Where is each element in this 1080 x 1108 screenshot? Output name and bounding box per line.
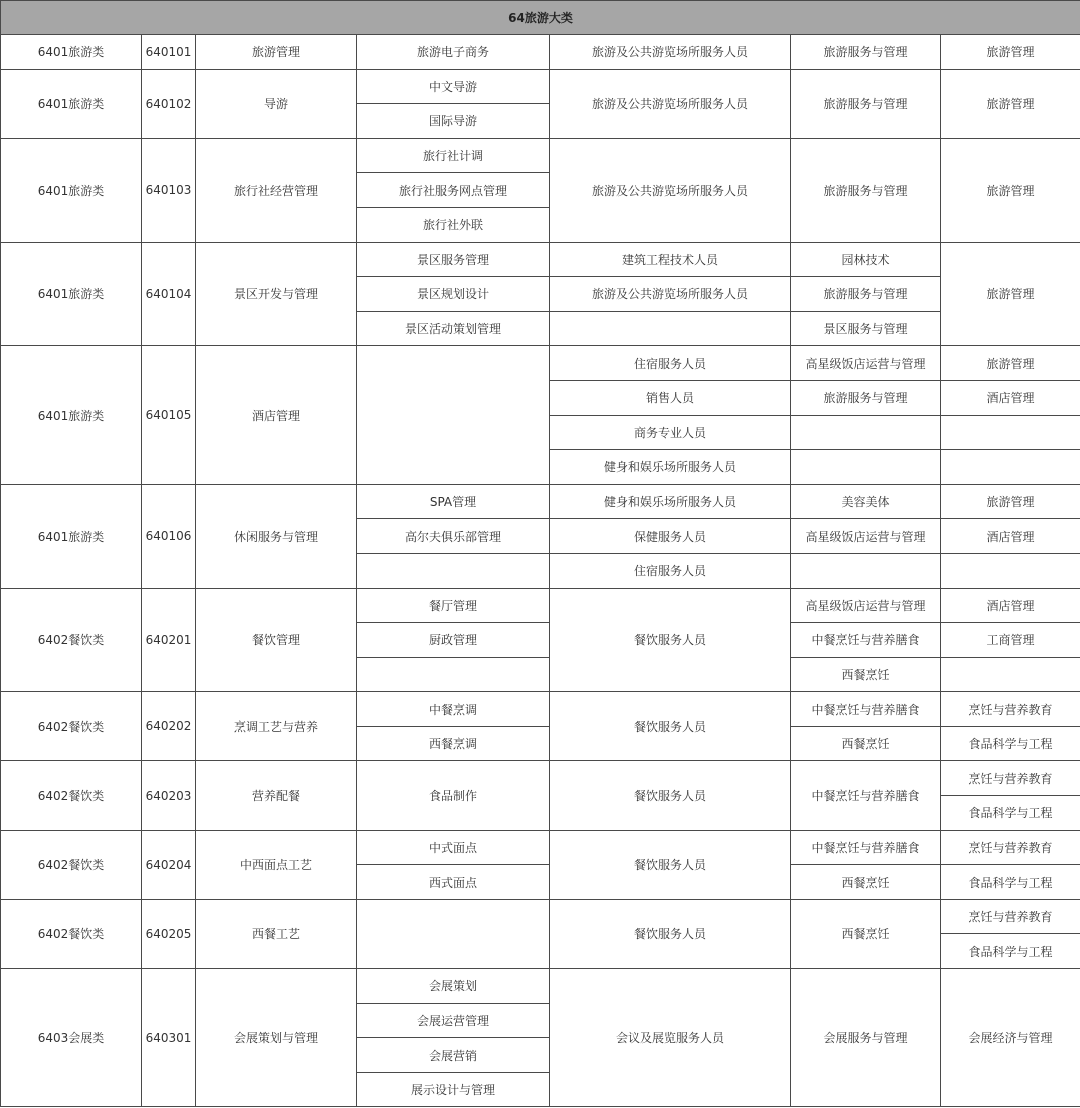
occupation-cell: 建筑工程技术人员 [550, 242, 791, 277]
secondary-major-cell [791, 450, 941, 485]
category-cell: 6401旅游类 [1, 346, 142, 484]
table-row [1, 588, 1080, 623]
secondary-major-cell: 旅游服务与管理 [791, 277, 941, 312]
undergrad-major-cell: 食品科学与工程 [941, 934, 1080, 969]
undergrad-major-cell: 旅游管理 [941, 242, 1080, 346]
category-cell: 6402餐饮类 [1, 830, 142, 899]
category-cell: 6402餐饮类 [1, 761, 142, 830]
undergrad-major-cell: 烹饪与营养教育 [941, 761, 1080, 796]
direction-cell: 厨政管理 [357, 623, 550, 658]
major-cell: 景区开发与管理 [196, 242, 357, 346]
table-row [1, 35, 1080, 70]
undergrad-major-cell: 烹饪与营养教育 [941, 899, 1080, 934]
code-cell: 640102 [142, 69, 196, 138]
direction-cell: 旅游电子商务 [357, 35, 550, 70]
category-cell: 6402餐饮类 [1, 899, 142, 968]
major-cell: 导游 [196, 69, 357, 138]
direction-cell [357, 346, 550, 484]
major-cell: 旅行社经营管理 [196, 138, 357, 242]
undergrad-major-cell [941, 553, 1080, 588]
occupation-cell: 保健服务人员 [550, 519, 791, 554]
direction-cell: 中式面点 [357, 830, 550, 865]
undergrad-major-cell: 食品科学与工程 [941, 796, 1080, 831]
undergrad-major-cell: 旅游管理 [941, 35, 1080, 70]
undergrad-major-cell: 酒店管理 [941, 380, 1080, 415]
major-cell: 烹调工艺与营养 [196, 692, 357, 761]
occupation-cell: 旅游及公共游览场所服务人员 [550, 35, 791, 70]
direction-cell [357, 553, 550, 588]
direction-cell [357, 899, 550, 968]
occupation-cell: 餐饮服务人员 [550, 899, 791, 968]
occupation-cell: 健身和娱乐场所服务人员 [550, 450, 791, 485]
category-cell: 6401旅游类 [1, 484, 142, 588]
secondary-major-cell: 旅游服务与管理 [791, 138, 941, 242]
code-cell: 640106 [142, 484, 196, 588]
table-row [1, 969, 1080, 1004]
major-cell: 餐饮管理 [196, 588, 357, 692]
table-title-row [1, 1, 1080, 35]
secondary-major-cell: 园林技术 [791, 242, 941, 277]
table-row [1, 830, 1080, 865]
code-cell: 640205 [142, 899, 196, 968]
direction-cell: 食品制作 [357, 761, 550, 830]
category-cell: 6402餐饮类 [1, 588, 142, 692]
table-title: 64旅游大类 [1, 1, 1080, 35]
occupation-cell: 旅游及公共游览场所服务人员 [550, 69, 791, 138]
category-cell: 6401旅游类 [1, 138, 142, 242]
category-cell: 6401旅游类 [1, 242, 142, 346]
undergrad-major-cell: 旅游管理 [941, 346, 1080, 381]
code-cell: 640204 [142, 830, 196, 899]
secondary-major-cell: 旅游服务与管理 [791, 35, 941, 70]
code-cell: 640203 [142, 761, 196, 830]
occupation-cell: 商务专业人员 [550, 415, 791, 450]
secondary-major-cell: 中餐烹饪与营养膳食 [791, 830, 941, 865]
direction-cell: 高尔夫俱乐部管理 [357, 519, 550, 554]
category-cell: 6401旅游类 [1, 35, 142, 70]
direction-cell: 会展运营管理 [357, 1003, 550, 1038]
secondary-major-cell: 西餐烹饪 [791, 657, 941, 692]
undergrad-major-cell: 食品科学与工程 [941, 726, 1080, 761]
secondary-major-cell [791, 415, 941, 450]
undergrad-major-cell: 酒店管理 [941, 519, 1080, 554]
secondary-major-cell: 西餐烹饪 [791, 899, 941, 968]
category-cell: 6401旅游类 [1, 69, 142, 138]
table-row [1, 138, 1080, 173]
table-row [1, 242, 1080, 277]
occupation-cell: 旅游及公共游览场所服务人员 [550, 277, 791, 312]
direction-cell: 会展策划 [357, 969, 550, 1004]
undergrad-major-cell: 烹饪与营养教育 [941, 692, 1080, 727]
direction-cell: 旅行社服务网点管理 [357, 173, 550, 208]
table-row [1, 484, 1080, 519]
undergrad-major-cell: 旅游管理 [941, 138, 1080, 242]
secondary-major-cell: 旅游服务与管理 [791, 69, 941, 138]
undergrad-major-cell [941, 657, 1080, 692]
category-cell: 6402餐饮类 [1, 692, 142, 761]
secondary-major-cell: 中餐烹饪与营养膳食 [791, 623, 941, 658]
undergrad-major-cell: 工商管理 [941, 623, 1080, 658]
secondary-major-cell: 高星级饭店运营与管理 [791, 519, 941, 554]
occupation-cell: 销售人员 [550, 380, 791, 415]
direction-cell: 国际导游 [357, 104, 550, 139]
secondary-major-cell: 高星级饭店运营与管理 [791, 588, 941, 623]
secondary-major-cell: 西餐烹饪 [791, 726, 941, 761]
direction-cell: 西式面点 [357, 865, 550, 900]
secondary-major-cell: 会展服务与管理 [791, 969, 941, 1107]
secondary-major-cell: 景区服务与管理 [791, 311, 941, 346]
occupation-cell: 旅游及公共游览场所服务人员 [550, 138, 791, 242]
occupation-cell: 健身和娱乐场所服务人员 [550, 484, 791, 519]
direction-cell: 景区规划设计 [357, 277, 550, 312]
major-cell: 旅游管理 [196, 35, 357, 70]
undergrad-major-cell: 会展经济与管理 [941, 969, 1080, 1107]
secondary-major-cell: 美容美体 [791, 484, 941, 519]
major-cell: 休闲服务与管理 [196, 484, 357, 588]
direction-cell: 中文导游 [357, 69, 550, 104]
direction-cell: 展示设计与管理 [357, 1072, 550, 1107]
direction-cell: 会展营销 [357, 1038, 550, 1073]
major-cell: 酒店管理 [196, 346, 357, 484]
table-row [1, 69, 1080, 104]
occupation-cell: 住宿服务人员 [550, 346, 791, 381]
secondary-major-cell: 旅游服务与管理 [791, 380, 941, 415]
code-cell: 640104 [142, 242, 196, 346]
table-row [1, 899, 1080, 934]
direction-cell: 餐厅管理 [357, 588, 550, 623]
code-cell: 640202 [142, 692, 196, 761]
occupation-cell: 住宿服务人员 [550, 553, 791, 588]
secondary-major-cell: 中餐烹饪与营养膳食 [791, 761, 941, 830]
major-cell: 会展策划与管理 [196, 969, 357, 1107]
occupation-cell: 餐饮服务人员 [550, 761, 791, 830]
direction-cell: 旅行社外联 [357, 207, 550, 242]
major-cell: 中西面点工艺 [196, 830, 357, 899]
table-row [1, 761, 1080, 796]
direction-cell: SPA管理 [357, 484, 550, 519]
occupation-cell: 餐饮服务人员 [550, 692, 791, 761]
direction-cell: 景区服务管理 [357, 242, 550, 277]
undergrad-major-cell: 食品科学与工程 [941, 865, 1080, 900]
secondary-major-cell [791, 553, 941, 588]
table-row [1, 692, 1080, 727]
code-cell: 640101 [142, 35, 196, 70]
major-cell: 西餐工艺 [196, 899, 357, 968]
direction-cell: 景区活动策划管理 [357, 311, 550, 346]
code-cell: 640301 [142, 969, 196, 1107]
table-row [1, 346, 1080, 381]
undergrad-major-cell [941, 415, 1080, 450]
code-cell: 640103 [142, 138, 196, 242]
major-cell: 营养配餐 [196, 761, 357, 830]
direction-cell: 中餐烹调 [357, 692, 550, 727]
undergrad-major-cell: 酒店管理 [941, 588, 1080, 623]
direction-cell: 西餐烹调 [357, 726, 550, 761]
undergrad-major-cell: 烹饪与营养教育 [941, 830, 1080, 865]
undergrad-major-cell: 旅游管理 [941, 484, 1080, 519]
secondary-major-cell: 中餐烹饪与营养膳食 [791, 692, 941, 727]
occupation-cell: 餐饮服务人员 [550, 830, 791, 899]
occupation-cell [550, 311, 791, 346]
occupation-cell: 会议及展览服务人员 [550, 969, 791, 1107]
code-cell: 640201 [142, 588, 196, 692]
code-cell: 640105 [142, 346, 196, 484]
occupation-cell: 餐饮服务人员 [550, 588, 791, 692]
secondary-major-cell: 西餐烹饪 [791, 865, 941, 900]
direction-cell: 旅行社计调 [357, 138, 550, 173]
secondary-major-cell: 高星级饭店运营与管理 [791, 346, 941, 381]
undergrad-major-cell [941, 450, 1080, 485]
direction-cell [357, 657, 550, 692]
undergrad-major-cell: 旅游管理 [941, 69, 1080, 138]
category-cell: 6403会展类 [1, 969, 142, 1107]
